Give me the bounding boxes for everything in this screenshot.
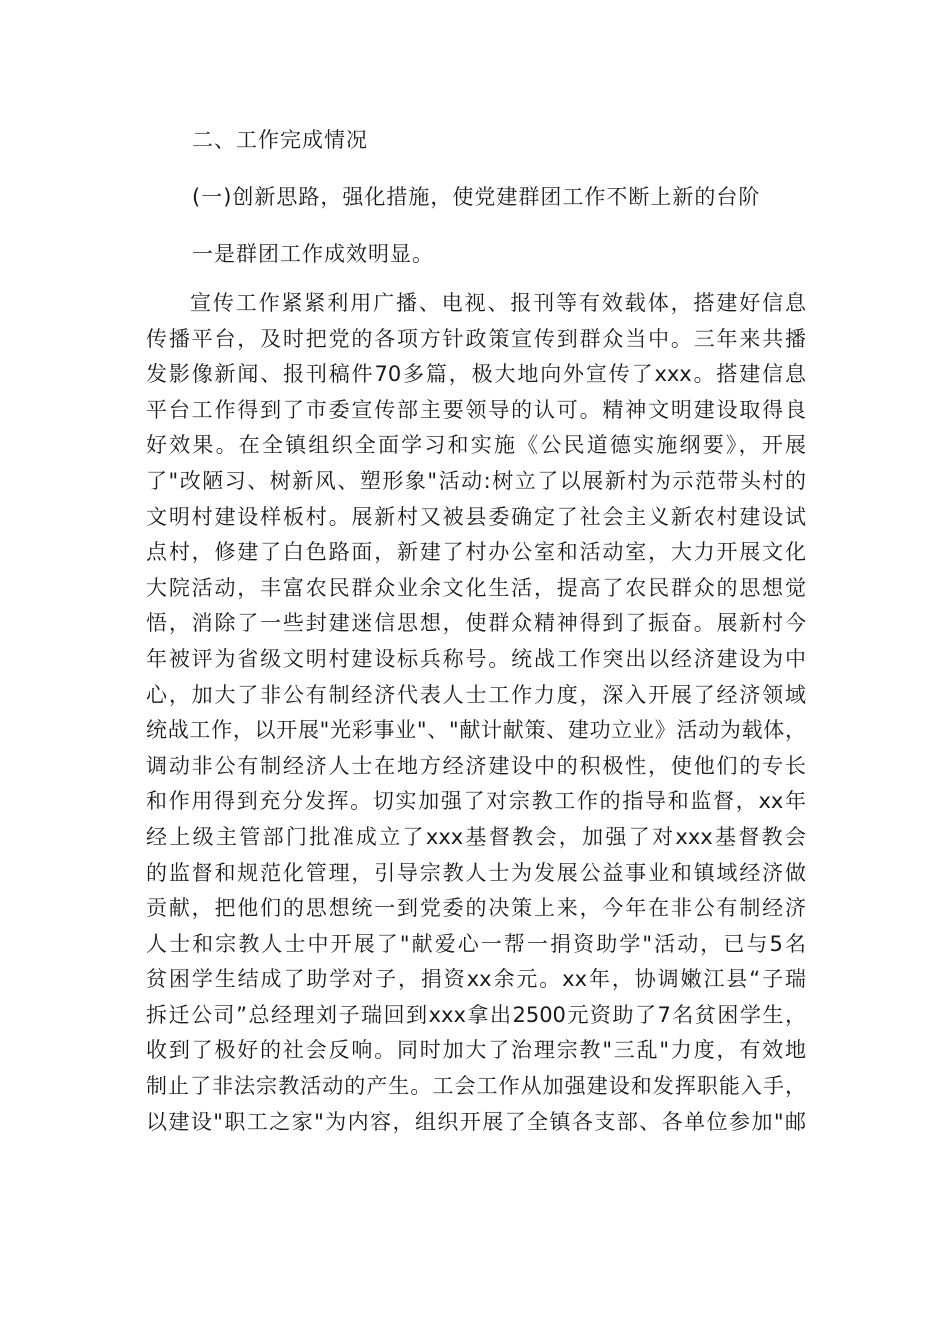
- paragraph-line: 平台工作得到了市委宣传部主要领导的认可。精神文明建设取得良: [146, 397, 806, 422]
- paragraph-line: 统战工作，以开展"光彩事业"、"献计献策、建功立业》活动为载体，: [146, 718, 806, 743]
- paragraph-line: 收到了极好的社会反响。同时加大了治理宗教"三乱"力度，有效地: [146, 1038, 806, 1063]
- paragraph-line: 大院活动，丰富农民群众业余文化生活，提高了农民群众的思想觉: [146, 575, 806, 600]
- paragraph-line: 人士和宗教人士中开展了"献爱心一帮一捐资助学"活动，已与5名: [146, 931, 806, 956]
- paragraph-line: 贫困学生结成了助学对子，捐资xx余元。xx年，协调嫩江县“子瑞: [146, 967, 806, 992]
- paragraph-line: 了"改陋习、树新风、塑形象"活动:树立了以展新村为示范带头村的: [146, 468, 806, 493]
- paragraph-line: 文明村建设样板村。展新村又被县委确定了社会主义新农村建设试: [146, 504, 806, 529]
- subsection-heading: (一)创新思路，强化措施，使党建群团工作不断上新的台阶: [192, 185, 761, 209]
- paragraph-line: 和作用得到充分发挥。切实加强了对宗教工作的指导和监督，xx年: [146, 789, 806, 814]
- paragraph-line: 调动非公有制经济人士在地方经济建设中的积极性，使他们的专长: [146, 753, 806, 778]
- paragraph-line: 好效果。在全镇组织全面学习和实施《公民道德实施纲要》，开展: [146, 433, 806, 458]
- section-heading: 二、工作完成情况: [192, 128, 368, 152]
- point-heading: 一是群团工作成效明显。: [192, 242, 434, 266]
- paragraph-line: 贡献，把他们的思想统一到党委的决策上来，今年在非公有制经济: [146, 896, 806, 921]
- paragraph-line: 宣传工作紧紧利用广播、电视、报刊等有效载体，搭建好信息: [190, 291, 806, 315]
- paragraph-line: 点村，修建了白色路面，新建了村办公室和活动室，大力开展文化: [146, 540, 806, 565]
- paragraph-line: 以建设"职工之家"为内容，组织开展了全镇各支部、各单位参加"邮: [146, 1109, 806, 1134]
- paragraph-line: 年被评为省级文明村建设标兵称号。统战工作突出以经济建设为中: [146, 646, 806, 671]
- body-paragraph: [146, 286, 806, 1140]
- paragraph-line: 发影像新闻、报刊稿件70多篇，极大地向外宣传了xxx。搭建信息: [146, 362, 806, 387]
- paragraph-line: 经上级主管部门批准成立了xxx基督教会，加强了对xxx基督教会: [146, 824, 806, 849]
- paragraph-line: 心，加大了非公有制经济代表人士工作力度，深入开展了经济领域: [146, 682, 806, 707]
- paragraph-line: 的监督和规范化管理，引导宗教人士为发展公益事业和镇域经济做: [146, 860, 806, 885]
- paragraph-line: 悟，消除了一些封建迷信思想，使群众精神得到了振奋。展新村今: [146, 611, 806, 636]
- paragraph-line: 制止了非法宗教活动的产生。工会工作从加强建设和发挥职能入手，: [146, 1074, 806, 1099]
- paragraph-line: 拆迁公司”总经理刘子瑞回到xxx拿出2500元资助了7名贫困学生，: [146, 1002, 806, 1027]
- paragraph-line: 传播平台，及时把党的各项方针政策宣传到群众当中。三年来共播: [146, 326, 806, 351]
